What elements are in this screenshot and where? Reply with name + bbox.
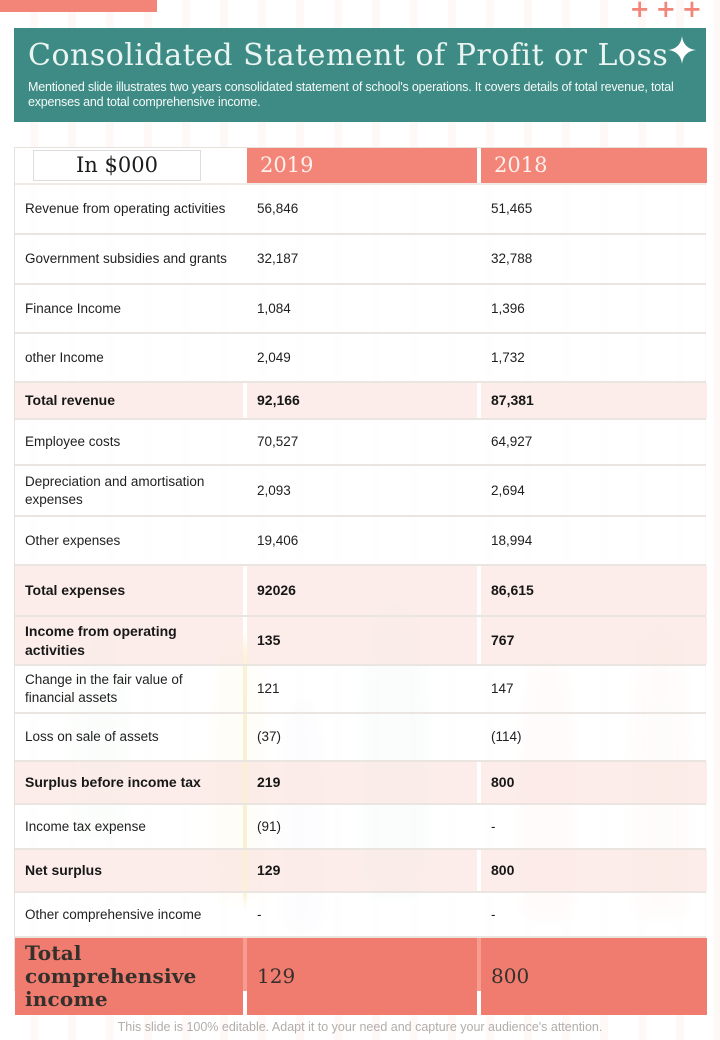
row-label: Other expenses — [15, 517, 243, 564]
row-value-2018: 800 — [481, 938, 707, 1015]
col-header-2019: 2019 — [247, 148, 477, 183]
row-label: Surplus before income tax — [15, 762, 243, 803]
row-value-2018: 147 — [481, 666, 707, 712]
table-row-total-expenses — [15, 566, 705, 617]
row-value-2018: 86,615 — [481, 566, 707, 615]
row-label: Depreciation and amortisation expenses — [15, 466, 243, 515]
row-label: Total expenses — [15, 566, 243, 615]
unit-label: In $000 — [33, 150, 201, 181]
row-value-2019: 135 — [247, 617, 477, 664]
row-label: Income from operating activities — [15, 617, 243, 664]
table-header-row — [15, 148, 705, 185]
row-label: Finance Income — [15, 285, 243, 332]
row-label: Total revenue — [15, 383, 243, 418]
row-label: Employee costs — [15, 420, 243, 464]
slide-header — [14, 28, 706, 122]
table-row-operating-income — [15, 617, 705, 666]
row-label: Change in the fair value of financial assets — [15, 666, 243, 712]
row-value-2019: 2,093 — [247, 466, 477, 515]
row-label: other Income — [15, 334, 243, 381]
page-title: Consolidated Statement of Profit or Loss — [28, 38, 669, 73]
row-value-2019: 32,187 — [247, 235, 477, 283]
row-value-2018: - — [481, 893, 707, 936]
row-value-2018: 18,994 — [481, 517, 707, 564]
statement-table — [14, 147, 706, 1011]
table-row — [15, 466, 705, 517]
row-value-2019: (91) — [247, 805, 477, 848]
row-value-2019: 92026 — [247, 566, 477, 615]
table-row — [15, 334, 705, 383]
row-value-2019: (37) — [247, 714, 477, 760]
row-label: Government subsidies and grants — [15, 235, 243, 283]
row-value-2019: 121 — [247, 666, 477, 712]
table-row — [15, 893, 705, 938]
table-row — [15, 805, 705, 850]
row-label: Income tax expense — [15, 805, 243, 848]
row-value-2019: 1,084 — [247, 285, 477, 332]
col-header-2018: 2018 — [481, 148, 707, 183]
row-value-2018: (114) — [481, 714, 707, 760]
table-row — [15, 285, 705, 334]
row-label: Total comprehensive income — [15, 938, 243, 1015]
table-row-net-surplus — [15, 850, 705, 893]
table-row — [15, 517, 705, 566]
row-value-2018: 1,732 — [481, 334, 707, 381]
row-value-2018: 800 — [481, 850, 707, 891]
row-label: Other comprehensive income — [15, 893, 243, 936]
row-value-2019: 70,527 — [247, 420, 477, 464]
table-row — [15, 235, 705, 285]
row-value-2019: 2,049 — [247, 334, 477, 381]
row-value-2019: 219 — [247, 762, 477, 803]
table-row-total-comprehensive-income — [15, 938, 705, 1011]
row-value-2018: - — [481, 805, 707, 848]
sparkle-icon — [668, 36, 696, 64]
unit-header-cell — [15, 148, 243, 183]
table-row — [15, 714, 705, 762]
row-value-2018: 1,396 — [481, 285, 707, 332]
row-value-2018: 32,788 — [481, 235, 707, 283]
table-row-surplus-before-tax — [15, 762, 705, 805]
row-value-2019: 129 — [247, 938, 477, 1015]
row-value-2019: - — [247, 893, 477, 936]
table-row — [15, 666, 705, 714]
row-label: Revenue from operating activities — [15, 185, 243, 233]
row-value-2018: 800 — [481, 762, 707, 803]
row-value-2018: 51,465 — [481, 185, 707, 233]
row-value-2019: 56,846 — [247, 185, 477, 233]
page-subtitle: Mentioned slide illustrates two years consolidated statement of school's operations. It covers details of total revenue, total expenses and total comprehensive income. — [28, 80, 674, 110]
row-value-2018: 87,381 — [481, 383, 707, 418]
top-accent-bar — [0, 0, 157, 12]
table-row — [15, 420, 705, 466]
row-value-2018: 64,927 — [481, 420, 707, 464]
row-value-2019: 129 — [247, 850, 477, 891]
row-value-2019: 92,166 — [247, 383, 477, 418]
table-row — [15, 185, 705, 235]
plus-decoration: +++ — [629, 0, 708, 23]
table-row-total-revenue — [15, 383, 705, 420]
row-value-2018: 2,694 — [481, 466, 707, 515]
row-label: Net surplus — [15, 850, 243, 891]
row-label: Loss on sale of assets — [15, 714, 243, 760]
footer-note: This slide is 100% editable. Adapt it to your need and capture your audience's attention. — [117, 1020, 603, 1034]
row-value-2018: 767 — [481, 617, 707, 664]
row-value-2019: 19,406 — [247, 517, 477, 564]
